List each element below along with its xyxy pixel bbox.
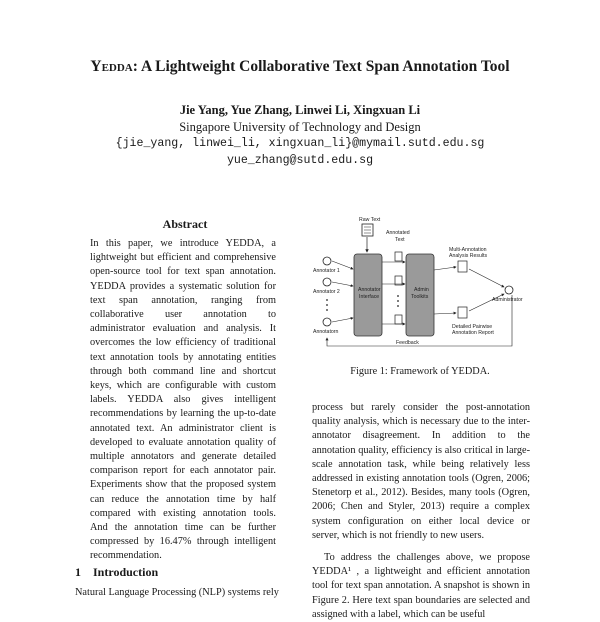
- administrator-icon: [505, 286, 513, 294]
- annotator-2-icon: [323, 278, 331, 286]
- annotated-doc-icons: [395, 252, 402, 324]
- abstract-heading: Abstract: [162, 217, 208, 231]
- intro-text: Natural Language Processing (NLP) systems rely: [75, 587, 279, 598]
- label-annotated-2: Text: [395, 237, 405, 243]
- right-paragraph-2: To address the challenges above, we propose YEDDA¹ , a lightweight and efficient annotation tool for text span annotation. A snapshot is shown in Figure 2. Here text span boundaries are selected and assigned with a label, which can be useful: [312, 552, 530, 620]
- label-annotator-n: Annotatorn: [313, 329, 339, 335]
- email-line-1: {jie_yang, linwei_li, xingxuan_li}@mymail.sutd.edu.sg: [115, 137, 485, 150]
- section-heading: [75, 565, 158, 580]
- label-annotated-1: Annotated: [386, 230, 410, 236]
- pairwise-report-doc-icon: [458, 307, 467, 318]
- annotator-n-icon: [323, 318, 331, 326]
- label-annotator-1: Annotator 1: [313, 268, 340, 274]
- right-column-body: [312, 401, 530, 622]
- figure-caption: Figure 1: Framework of YEDDA.: [350, 366, 490, 377]
- abstract-body: [90, 237, 276, 564]
- analysis-results-doc-icon: [458, 261, 467, 272]
- label-administrator: Administrator: [492, 297, 523, 303]
- section-title: Introduction: [93, 565, 159, 579]
- label-interface-2: Interface: [359, 294, 380, 300]
- paper-title: Yedda: A Lightweight Collaborative Text Span Annotation Tool: [90, 58, 510, 75]
- label-raw-text: Raw Text: [359, 217, 381, 223]
- abstract-text: In this paper, we introduce YEDDA, a lightweight but efficient and comprehensive open-source tool for text span annotation. YEDDA provides a systematic solution for text span annotation, ranging from collaborative user annotation to administrator evaluation and analysis. It overcomes the low efficiency of traditional text annotation tools by annotating entities through both command line and shortcut keys, which are configurable with custom labels. YEDDA also gives intelligent recommendations by learning the up-to-date annotated text. An administrator client is developed to evaluate annotation quality of multiple annotators and generate detailed comparison report for each annotator pair. Experiments show that the proposed system can reduce the annotation time by half compared with existing annotation tools. And the annotation time can be further compressed by 16.47% through intelligent recommendation.: [90, 238, 276, 562]
- author-list: Jie Yang, Yue Zhang, Linwei Li, Xingxuan Li: [179, 103, 421, 117]
- label-detailed-2: Annotation Report: [452, 330, 494, 336]
- section-number: 1: [75, 565, 81, 579]
- label-feedback: Feedback: [396, 340, 419, 346]
- label-detailed-1: Detailed Pairwise: [452, 324, 493, 330]
- framework-figure: [312, 214, 528, 354]
- label-toolkits-1: Admin: [414, 287, 429, 293]
- label-multi-1: Multi-Annotation: [449, 247, 487, 253]
- email-line-2: yue_zhang@sutd.edu.sg: [226, 154, 374, 167]
- annotator-1-icon: [323, 257, 331, 265]
- label-interface-1: Annotator: [358, 287, 381, 293]
- label-toolkits-2: Toolkits: [411, 294, 429, 300]
- raw-text-doc-icon: [362, 224, 373, 236]
- label-multi-2: Analysis Results: [449, 253, 488, 259]
- label-annotator-2: Annotator 2: [313, 289, 340, 295]
- right-paragraph-1: process but rarely consider the post-annotation quality analysis, which is necessary due to the inter-annotator disagreement. In addition to the annotation quality, efficiency is also critical in large-scale annotation task, while being relatively less addressed in existing annotation tools (Ogren, 2006; Stenetorp et al., 2012). Besides, many tools (Ogren, 2006; Chen and Styler, 2013) require a complex system configuration on either local device or server, which is not friendly to new users.: [312, 402, 530, 541]
- affiliation: Singapore University of Technology and Design: [179, 120, 421, 134]
